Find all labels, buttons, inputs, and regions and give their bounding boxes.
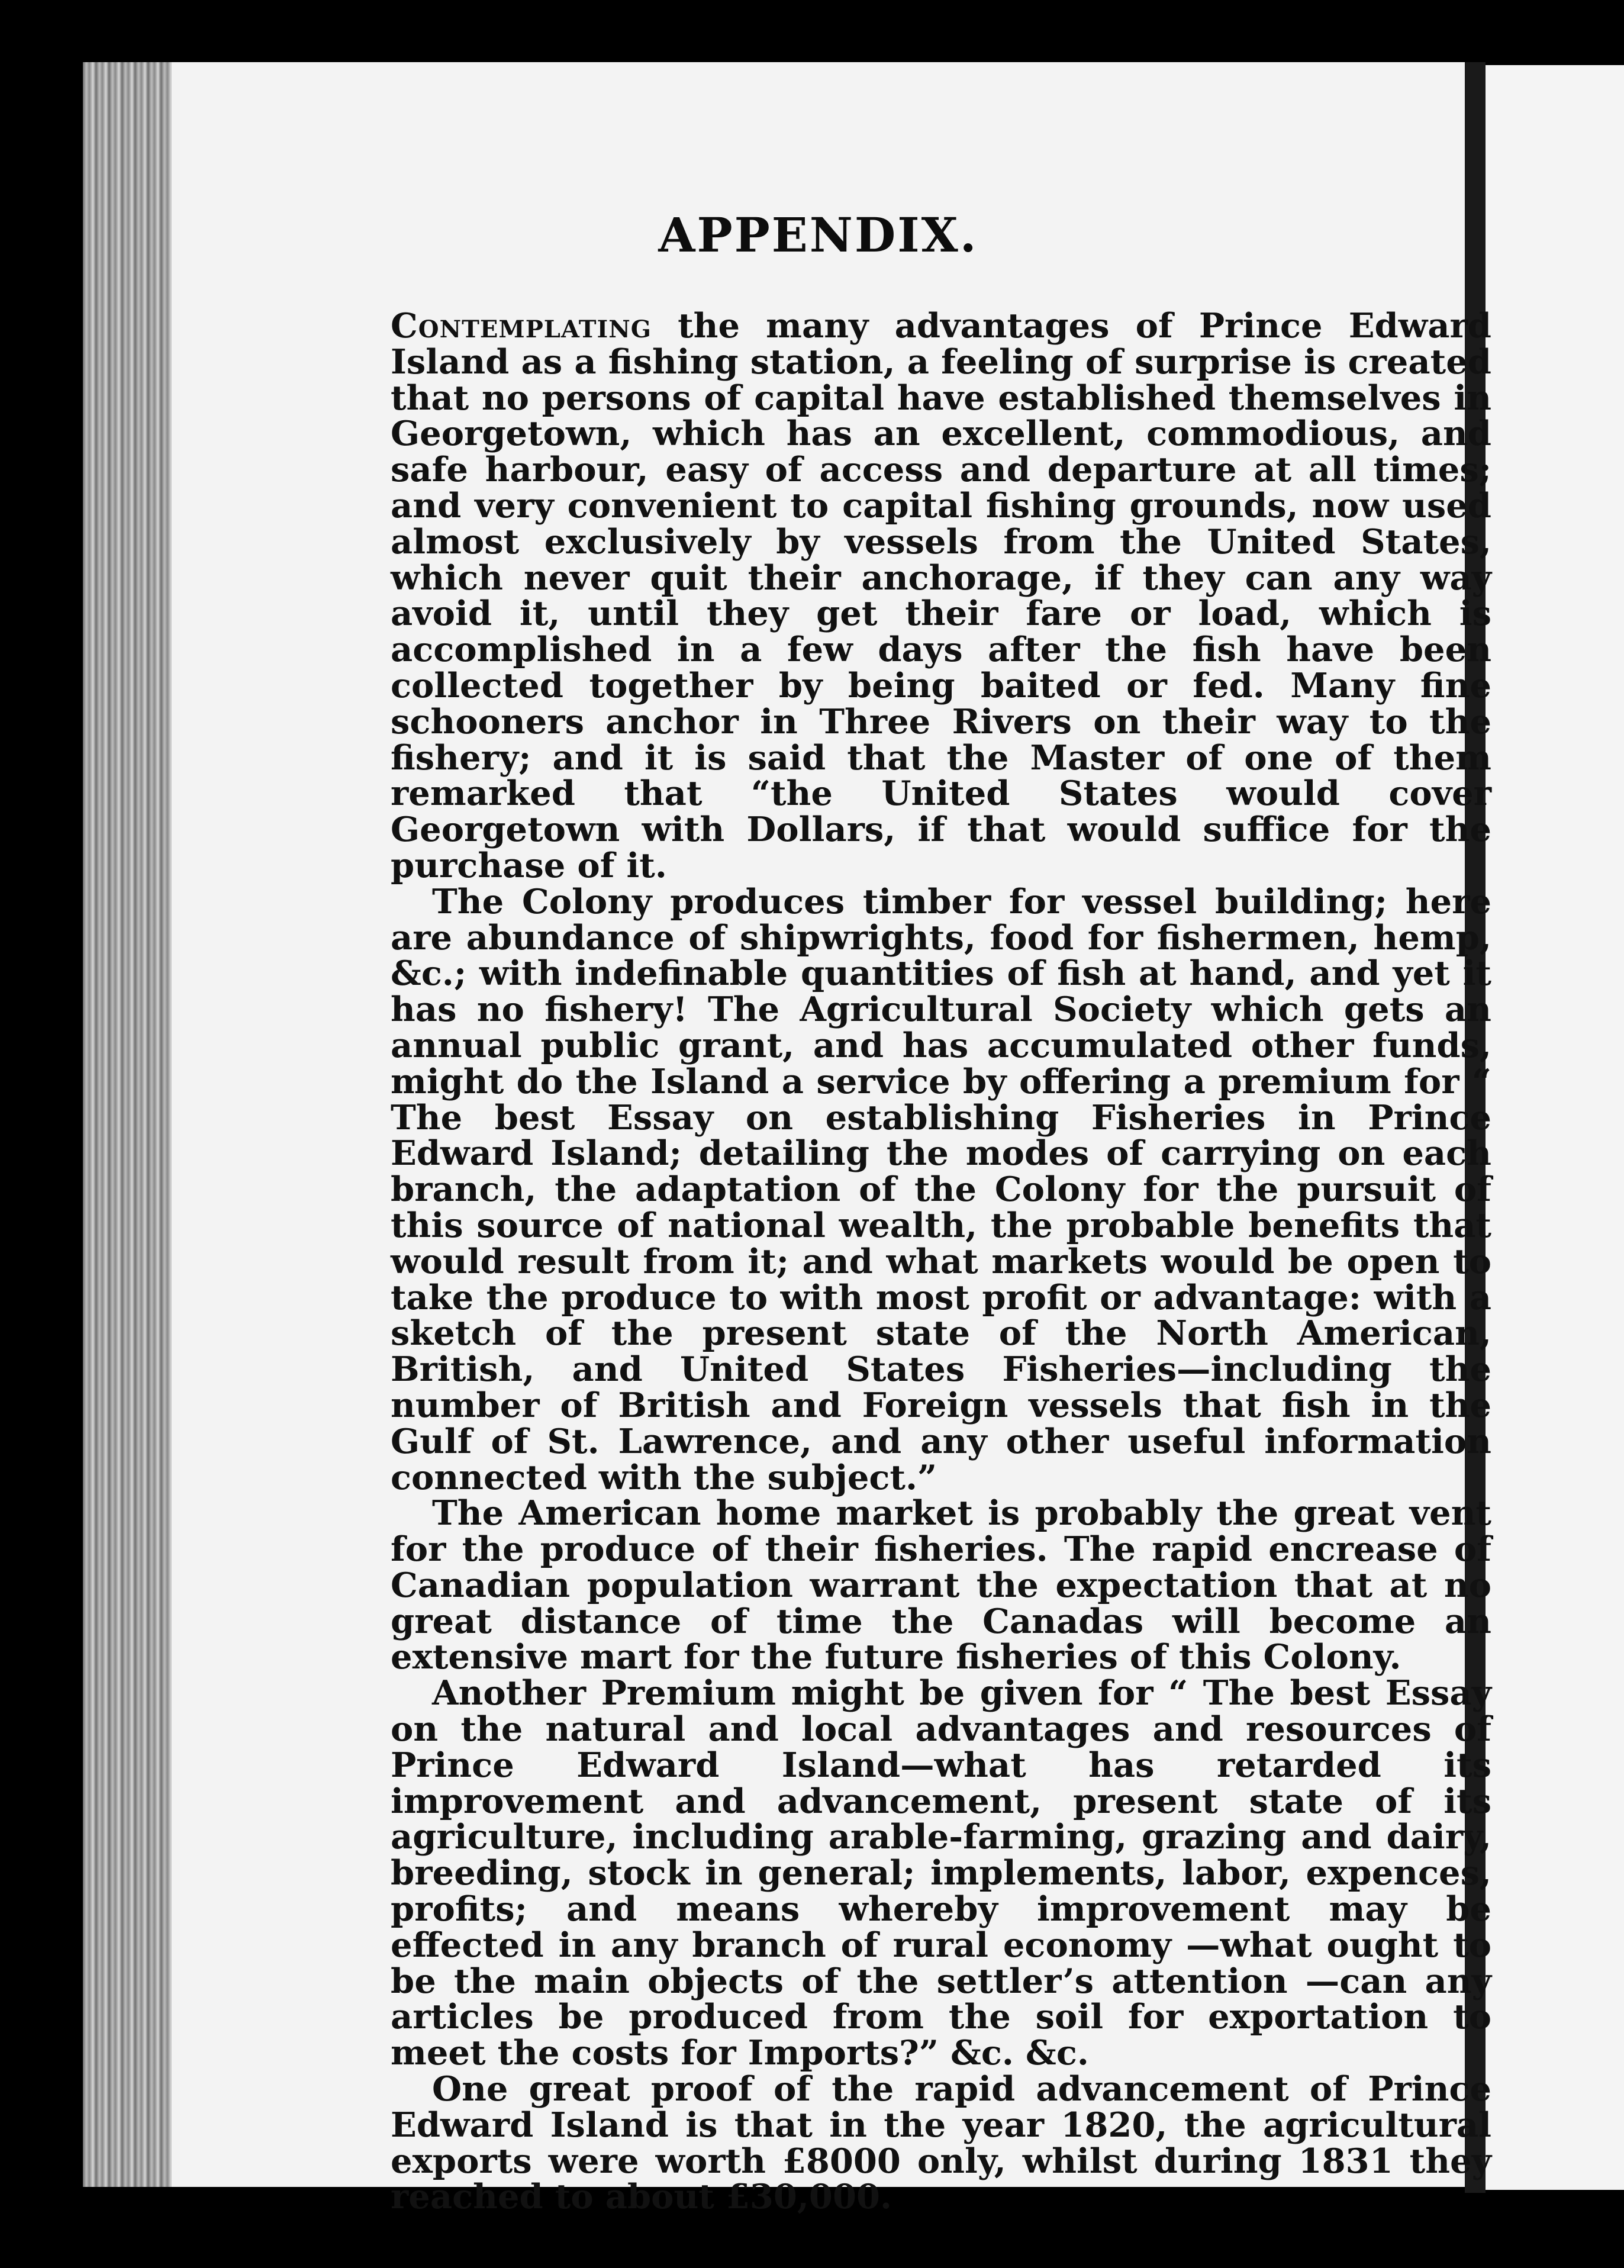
paragraph-lead-word: Contemplating — [391, 305, 652, 346]
body-text — [391, 305, 1491, 2217]
paragraph-3: The American home market is probably the great vent for the produce of their fisheries. The rapid encrease of Canadian population warrant the expectation that at no great distance of time the Canadas will become an extensive mart for the future fisheries of this Colony. — [391, 1493, 1491, 1677]
page-heading: APPENDIX. — [658, 207, 978, 263]
page-edge — [83, 62, 172, 2187]
paragraph-2: The Colony produces timber for vessel building; here are abundance of shipwrights, food for fishermen, hemp, &c.; with indefinable quantities of fish at hand, and yet it has no fishery! The Agricultural Society which gets an annual public grant, and has accumulated other funds, might do the Island a service by offering a premium for “ The best Essay on establishing Fisheries in Prince Edward Island; detailing the modes of carrying on each branch, the adaptation of the Colony for the pursuit of this source of national wealth, the probable benefits that would result from it; and what markets would be open to take the produce to with most profit or advantage: with a sketch of the present state of the North American, British, and United States Fisheries—including the number of British and Foreign vessels that fish in the Gulf of St. Lawrence, and any other useful information connected with the subject.” — [391, 881, 1491, 1497]
paragraph-1 — [391, 305, 1491, 885]
paragraph-1-text: the many advantages of Prince Edward Island as a fishing station, a feeling of surprise is created that no persons of capital have established themselves in Georgetown, which has an excellent, commodious, and safe harbour, easy of access and departure at all times; and very convenient to capital fishing grounds, now used almost exclusively by vessels from the United States, which never quit their anchorage, if they can any way avoid it, until they get their fare or load, which is accomplished in a few days after the fish have been collected together by being baited or fed. Many fine schooners anchor in Three Rivers on their way to the fishery; and it is said that the Master of one of them remarked that “the United States would cover Georgetown with Dollars, if that would suffice for the purchase of it. — [391, 305, 1491, 885]
paragraph-4: Another Premium might be given for “ The best Essay on the natural and local advantages and resources of Prince Edward Island—what has retarded its improvement and advancement, present state of its agriculture, including arable-farming, grazing and dairy, breeding, stock in general; implements, labor, expences, profits; and means whereby improvement may be effected in any branch of rural economy —what ought to be the main objects of the settler’s attention —can any articles be produced from the soil for exportation to meet the costs for Imports?” &c. &c. — [391, 1673, 1491, 2073]
scanned-page — [172, 62, 1491, 2217]
facing-page — [1486, 65, 1624, 2190]
paragraph-5: One great proof of the rapid advancement of Prince Edward Island is that in the year 1820, the agricultural exports were worth £8000 only, whilst during 1831 they reached to about £30,000. — [391, 2069, 1491, 2217]
